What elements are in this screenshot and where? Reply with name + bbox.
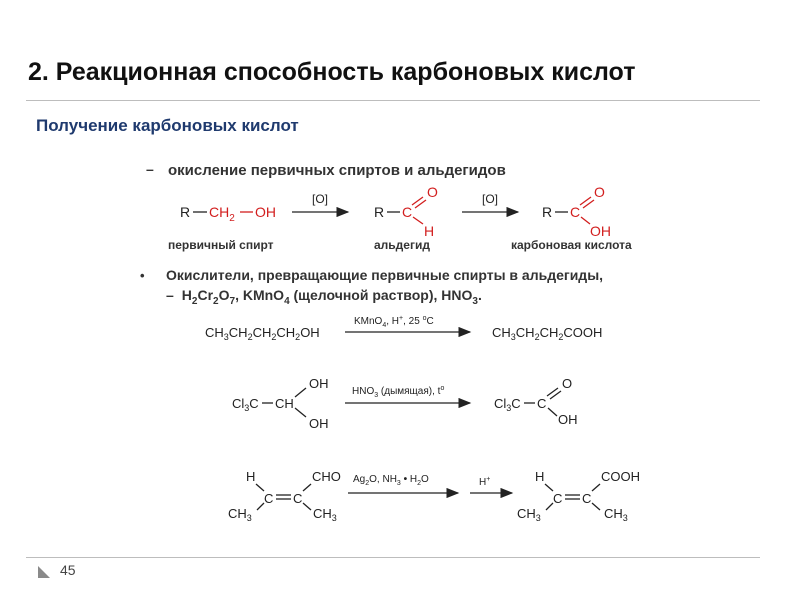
reaction1-reagent: KMnO$_4$, H+, 25 $^o$C <box>354 315 434 329</box>
label-primary-alcohol: первичный спирт <box>168 238 274 252</box>
reaction2-ch: CH <box>275 396 294 411</box>
acid-r: R <box>542 204 553 220</box>
alcohol-oh: OH <box>255 204 276 220</box>
alcohol-ch2: $CH_2$ <box>209 204 235 224</box>
bond-aldehyde-ch <box>413 217 423 224</box>
reaction3-reagent1: $Ag_2O$, $NH_3$ • $H_2O$ <box>353 474 429 487</box>
page-number: 45 <box>60 562 76 578</box>
reaction3-bond-c-ch3-right <box>303 503 311 510</box>
oxidation-heading-dash: – <box>146 161 154 177</box>
oxidant-label-2: [O] <box>482 192 499 206</box>
reaction3-ch3-right: $CH_3$ <box>313 506 337 523</box>
reaction3-cho: CHO <box>312 469 341 484</box>
reaction3-product-bond-h-c <box>545 484 553 491</box>
page-corner-triangle-icon <box>38 566 50 578</box>
oxidant-label-1: [O] <box>312 192 329 206</box>
reaction3-c1: C <box>264 491 274 506</box>
reaction2-product-oh: OH <box>558 412 578 427</box>
reaction3-product-cooh: COOH <box>601 469 640 484</box>
reaction3-h: H <box>246 469 256 484</box>
acid-oh: OH <box>590 223 611 239</box>
reaction2-product-cl3c: $Cl_3C$ <box>494 396 521 413</box>
label-carboxylic-acid: карбоновая кислота <box>511 238 632 252</box>
reaction3-product-ch3-left: $CH_3$ <box>517 506 541 523</box>
footer-divider <box>26 557 760 558</box>
reaction2-product-o: O <box>562 376 573 391</box>
aldehyde-r: R <box>374 204 385 220</box>
reaction3-product-c1: C <box>553 491 563 506</box>
oxidation-heading: окисление первичных спиртов и альдегидов <box>168 162 506 179</box>
label-aldehyde: альдегид <box>374 238 430 252</box>
slide-subtitle: Получение карбоновых кислот <box>36 116 299 135</box>
reaction2-product-bond-coh <box>548 408 557 416</box>
reaction1-product: $CH_3CH_2CH_2COOH$ <box>492 325 603 342</box>
reaction3-product-bond-ch3-left <box>546 503 553 510</box>
reaction2-cl3c: $Cl_3C$ <box>232 396 259 413</box>
reaction3-product-c2: C <box>582 491 592 506</box>
reaction3-c2: C <box>293 491 303 506</box>
reaction2-oh-top: OH <box>309 376 329 391</box>
alcohol-r: R <box>180 204 191 220</box>
reaction2-bond-ch-oh-top <box>295 388 306 397</box>
reaction3-ch3-left: $CH_3$ <box>228 506 252 523</box>
reaction2-product-c: C <box>537 396 547 411</box>
reaction3-product-ch3-right: $CH_3$ <box>604 506 628 523</box>
aldehyde-h: H <box>424 223 435 239</box>
reaction2-bond-ch-oh-bottom <box>295 408 306 417</box>
reaction2-reagent: $HNO_3$ (дымящая), $t^o$ <box>352 385 445 399</box>
slide-title: 2. Реакционная способность карбоновых кислот <box>28 58 636 86</box>
reaction3-bond-c-cho <box>303 484 311 491</box>
reaction3-bond-h-c <box>256 484 264 491</box>
acid-o: O <box>594 184 605 200</box>
oxidants-text: Окислители, превращающие первичные спирты в альдегиды, <box>166 267 604 283</box>
reaction1-reactant: $CH_3CH_2CH_2CH_2OH$ <box>205 325 320 342</box>
reaction3-product-bond-c-cooh <box>592 484 600 491</box>
bond-acid-coh <box>581 217 590 224</box>
reaction3-product-h: H <box>535 469 545 484</box>
reaction3-bond-c-ch3-left <box>257 503 264 510</box>
reaction3-product-bond-ch3-right <box>592 503 600 510</box>
oxidants-bullet: • <box>140 268 145 283</box>
aldehyde-o: O <box>427 184 438 200</box>
reaction2-oh-bottom: OH <box>309 416 329 431</box>
oxidants-list: – $H_2Cr_2O_7$, KMnO$_4$ (щелочной раствор), $HNO_3$. <box>166 287 482 307</box>
aldehyde-c: C <box>402 204 413 220</box>
acid-c: C <box>570 204 581 220</box>
reaction3-reagent2: H+ <box>479 476 491 488</box>
